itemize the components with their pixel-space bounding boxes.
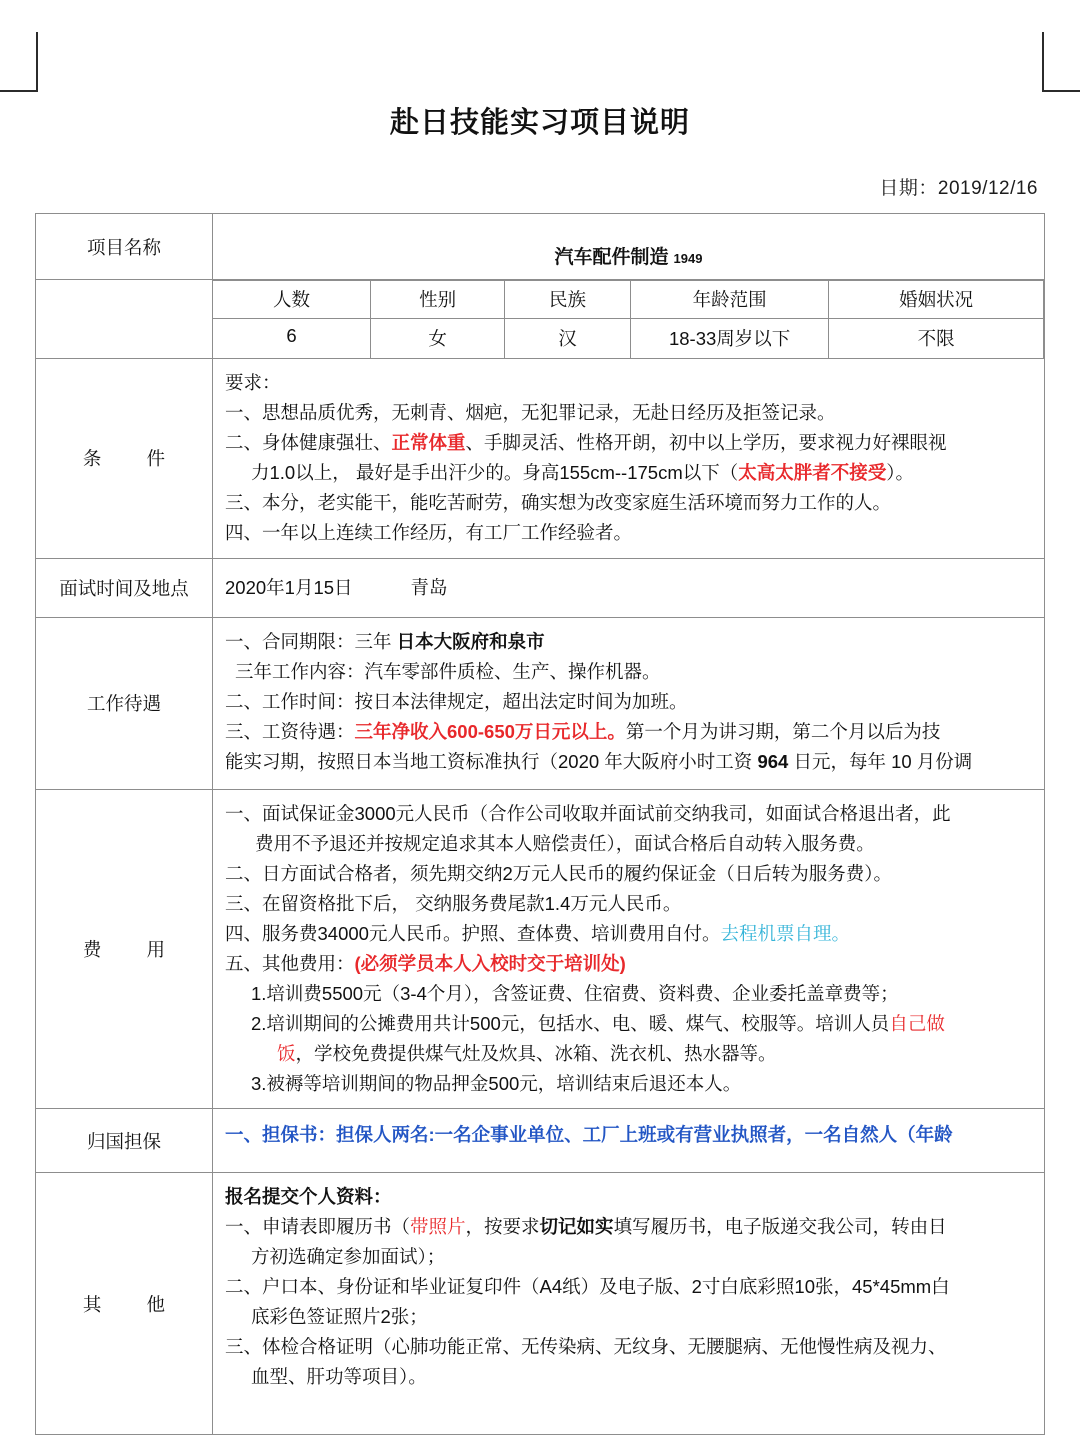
treatment-line-4-a: 三、工资待遇： bbox=[225, 720, 355, 742]
conditions-line-3-b: ）。 bbox=[886, 461, 915, 483]
row-label-interview: 面试时间及地点 bbox=[36, 558, 213, 617]
treatment-line-5 bbox=[225, 747, 1032, 777]
conditions-line-3-highlight: 太高太胖者不接受 bbox=[738, 461, 887, 483]
document-date bbox=[879, 173, 1038, 200]
specs-header-age: 年龄范围 bbox=[630, 281, 828, 319]
project-name-value bbox=[213, 214, 1045, 280]
treatment-line-1 bbox=[225, 627, 1032, 657]
crop-mark-top-left bbox=[0, 32, 110, 92]
date-label: 日期： bbox=[879, 178, 938, 199]
interview-line bbox=[225, 573, 1032, 603]
treatment-location: 日本大阪府和泉市 bbox=[396, 630, 545, 652]
fees-sub-2 bbox=[225, 1009, 1032, 1039]
specs-value-ethnicity: 汉 bbox=[505, 319, 631, 359]
treatment-line-4-b: 第一个月为讲习期，第二个月以后为技 bbox=[625, 720, 941, 742]
conditions-line-4: 三、本分，老实能干，能吃苦耐劳，确实想为改变家庭生活环境而努力工作的人。 bbox=[225, 491, 892, 513]
fees-content bbox=[213, 789, 1045, 1109]
other-line-2: 方初选确定参加面试）； bbox=[251, 1246, 446, 1268]
project-name-text: 汽车配件制造 bbox=[554, 247, 669, 268]
fees-sub-2-highlight-cont: 饭 bbox=[277, 1042, 296, 1064]
project-info-table bbox=[35, 213, 1045, 1435]
other-heading: 报名提交个人资料： bbox=[225, 1186, 392, 1208]
fees-sub-2-b: ，学校免费提供煤气灶及炊具、冰箱、洗衣机、热水器等。 bbox=[295, 1042, 777, 1064]
specs-header-count: 人数 bbox=[213, 281, 371, 319]
interview-content bbox=[213, 558, 1045, 617]
treatment-line-5-b: 日元，每年 10 月份调 bbox=[788, 750, 973, 772]
fees-line-6 bbox=[225, 949, 1032, 979]
treatment-line-5-a: 能实习期，按照日本当地工资标准执行（2020 年大阪府小时工资 bbox=[225, 750, 758, 772]
conditions-heading: 要求： bbox=[225, 372, 281, 393]
other-line-6: 血型、肝功等项目）。 bbox=[251, 1366, 427, 1388]
treatment-line-2: 三年工作内容：汽车零部件质检、生产、操作机器。 bbox=[235, 660, 661, 682]
conditions-line-3 bbox=[225, 458, 1032, 488]
other-line-1-a: 一、申请表即履历书（ bbox=[225, 1216, 411, 1238]
project-name-code: 1949 bbox=[673, 251, 703, 266]
specs-value-gender: 女 bbox=[371, 319, 505, 359]
specs-value-count: 6 bbox=[213, 319, 371, 359]
specs-value-age: 18-33周岁以下 bbox=[630, 319, 828, 359]
conditions-line-3-a: 力1.0以上， 最好是手出汗少的。身高155cm--175cm以下（ bbox=[251, 461, 739, 483]
conditions-line-2-b: 、手脚灵活、性格开朗，初中以上学历，要求视力好裸眼视 bbox=[465, 431, 947, 453]
fees-line-3: 二、日方面试合格者，须先期交纳2万元人民币的履约保证金（日后转为服务费）。 bbox=[225, 862, 893, 884]
specs-value-marital: 不限 bbox=[829, 319, 1044, 359]
page-title: 赴日技能实习项目说明 bbox=[389, 107, 690, 139]
date-value: 2019/12/16 bbox=[937, 178, 1038, 199]
other-line-1 bbox=[225, 1212, 1032, 1242]
fees-sub-1: 1.培训费5500元（3-4个月），含签证费、住宿费、资料费、企业委托盖章费等； bbox=[251, 982, 899, 1004]
fees-line-1: 一、面试保证金3000元人民币（合作公司收取并面试前交纳我司，如面试合格退出者，此 bbox=[225, 802, 951, 824]
row-label-treatment: 工作待遇 bbox=[36, 617, 213, 789]
conditions-line-2 bbox=[225, 428, 1032, 458]
conditions-line-5: 四、一年以上连续工作经历，有工厂工作经验者。 bbox=[225, 521, 633, 543]
specs-header-ethnicity: 民族 bbox=[505, 281, 631, 319]
table-row-guarantee bbox=[36, 1109, 1045, 1173]
conditions-line-2-a: 二、身体健康强壮、 bbox=[225, 431, 392, 453]
conditions-line-1: 一、思想品质优秀，无刺青、烟疤，无犯罪记录，无赴日经历及拒签记录。 bbox=[225, 401, 836, 423]
row-label-other: 其 他 bbox=[36, 1173, 213, 1435]
specs-table bbox=[213, 280, 1044, 358]
fees-sub-3: 3.被褥等培训期间的物品押金500元，培训结束后退还本人。 bbox=[251, 1072, 742, 1094]
table-row-interview bbox=[36, 558, 1045, 617]
other-line-5: 三、体检合格证明（心肺功能正常、无传染病、无纹身、无腰腿病、无他慢性病及视力、 bbox=[225, 1336, 947, 1358]
table-row-other bbox=[36, 1173, 1045, 1435]
specs-header-marital: 婚姻状况 bbox=[829, 281, 1044, 319]
table-row-specs bbox=[36, 280, 1045, 359]
treatment-line-1-a: 一、合同期限：三年 bbox=[225, 630, 397, 652]
table-row-conditions bbox=[36, 359, 1045, 559]
fees-sub-2-highlight: 自己做 bbox=[889, 1012, 945, 1034]
conditions-line-2-highlight: 正常体重 bbox=[391, 431, 466, 453]
fees-sub-2-cont bbox=[225, 1039, 1032, 1069]
interview-place: 青岛 bbox=[410, 576, 448, 598]
row-label-guarantee: 归国担保 bbox=[36, 1109, 213, 1173]
row-label-fees: 费 用 bbox=[36, 789, 213, 1109]
fees-line-5 bbox=[225, 919, 1032, 949]
fees-line-4: 三、在留资格批下后， 交纳服务费尾款1.4万元人民币。 bbox=[225, 892, 682, 914]
other-content bbox=[213, 1173, 1045, 1435]
other-line-4: 底彩色签证照片2张； bbox=[251, 1306, 428, 1328]
fees-airfare-note: 去程机票自理。 bbox=[720, 922, 850, 944]
guarantee-content bbox=[213, 1109, 1045, 1173]
fees-line-6-a: 五、其他费用： bbox=[225, 952, 355, 974]
table-row-fees bbox=[36, 789, 1045, 1109]
other-line-1-bold: 切记如实 bbox=[539, 1216, 614, 1238]
other-line-1-c: 填写履历书，电子版递交我公司，转由日 bbox=[613, 1216, 947, 1238]
treatment-line-4 bbox=[225, 717, 1032, 747]
other-line-3: 二、户口本、身份证和毕业证复印件（A4纸）及电子版、2寸白底彩照10张，45*45mm白 bbox=[225, 1276, 950, 1298]
row-label-specs-blank bbox=[36, 280, 213, 359]
guarantee-line-1: 一、担保书：担保人两名:一名企事业单位、工厂上班或有营业执照者，一名自然人（年龄 bbox=[225, 1124, 953, 1146]
fees-sub-2-a: 2.培训期间的公摊费用共计500元，包括水、电、暖、煤气、校服等。培训人员 bbox=[251, 1012, 890, 1034]
interview-date: 2020年1月15日 bbox=[225, 576, 353, 598]
crop-mark-top-right bbox=[970, 32, 1080, 92]
treatment-salary-highlight: 三年净收入600-650万日元以上。 bbox=[354, 720, 626, 742]
specs-value-row bbox=[213, 319, 1044, 359]
specs-header-row bbox=[213, 281, 1044, 319]
fees-line-5-a: 四、服务费34000元人民币。护照、查体费、培训费用自付。 bbox=[225, 922, 721, 944]
row-label-conditions: 条 件 bbox=[36, 359, 213, 559]
treatment-content bbox=[213, 617, 1045, 789]
table-row-project-name bbox=[36, 214, 1045, 280]
other-line-1-b: ，按要求 bbox=[465, 1216, 540, 1238]
fees-line-2: 费用不予退还并按规定追求其本人赔偿责任），面试合格后自动转入服务费。 bbox=[255, 832, 875, 854]
specs-header-gender: 性别 bbox=[371, 281, 505, 319]
specs-cell bbox=[213, 280, 1045, 359]
conditions-content bbox=[213, 359, 1045, 559]
table-row-treatment bbox=[36, 617, 1045, 789]
other-photo-highlight: 带照片 bbox=[410, 1216, 466, 1238]
treatment-line-3: 二、工作时间：按日本法律规定，超出法定时间为加班。 bbox=[225, 690, 688, 712]
treatment-hourly-wage: 964 bbox=[757, 750, 789, 772]
row-label-project-name: 项目名称 bbox=[36, 214, 213, 280]
fees-other-highlight: (必须学员本人入校时交于培训处) bbox=[354, 952, 626, 974]
